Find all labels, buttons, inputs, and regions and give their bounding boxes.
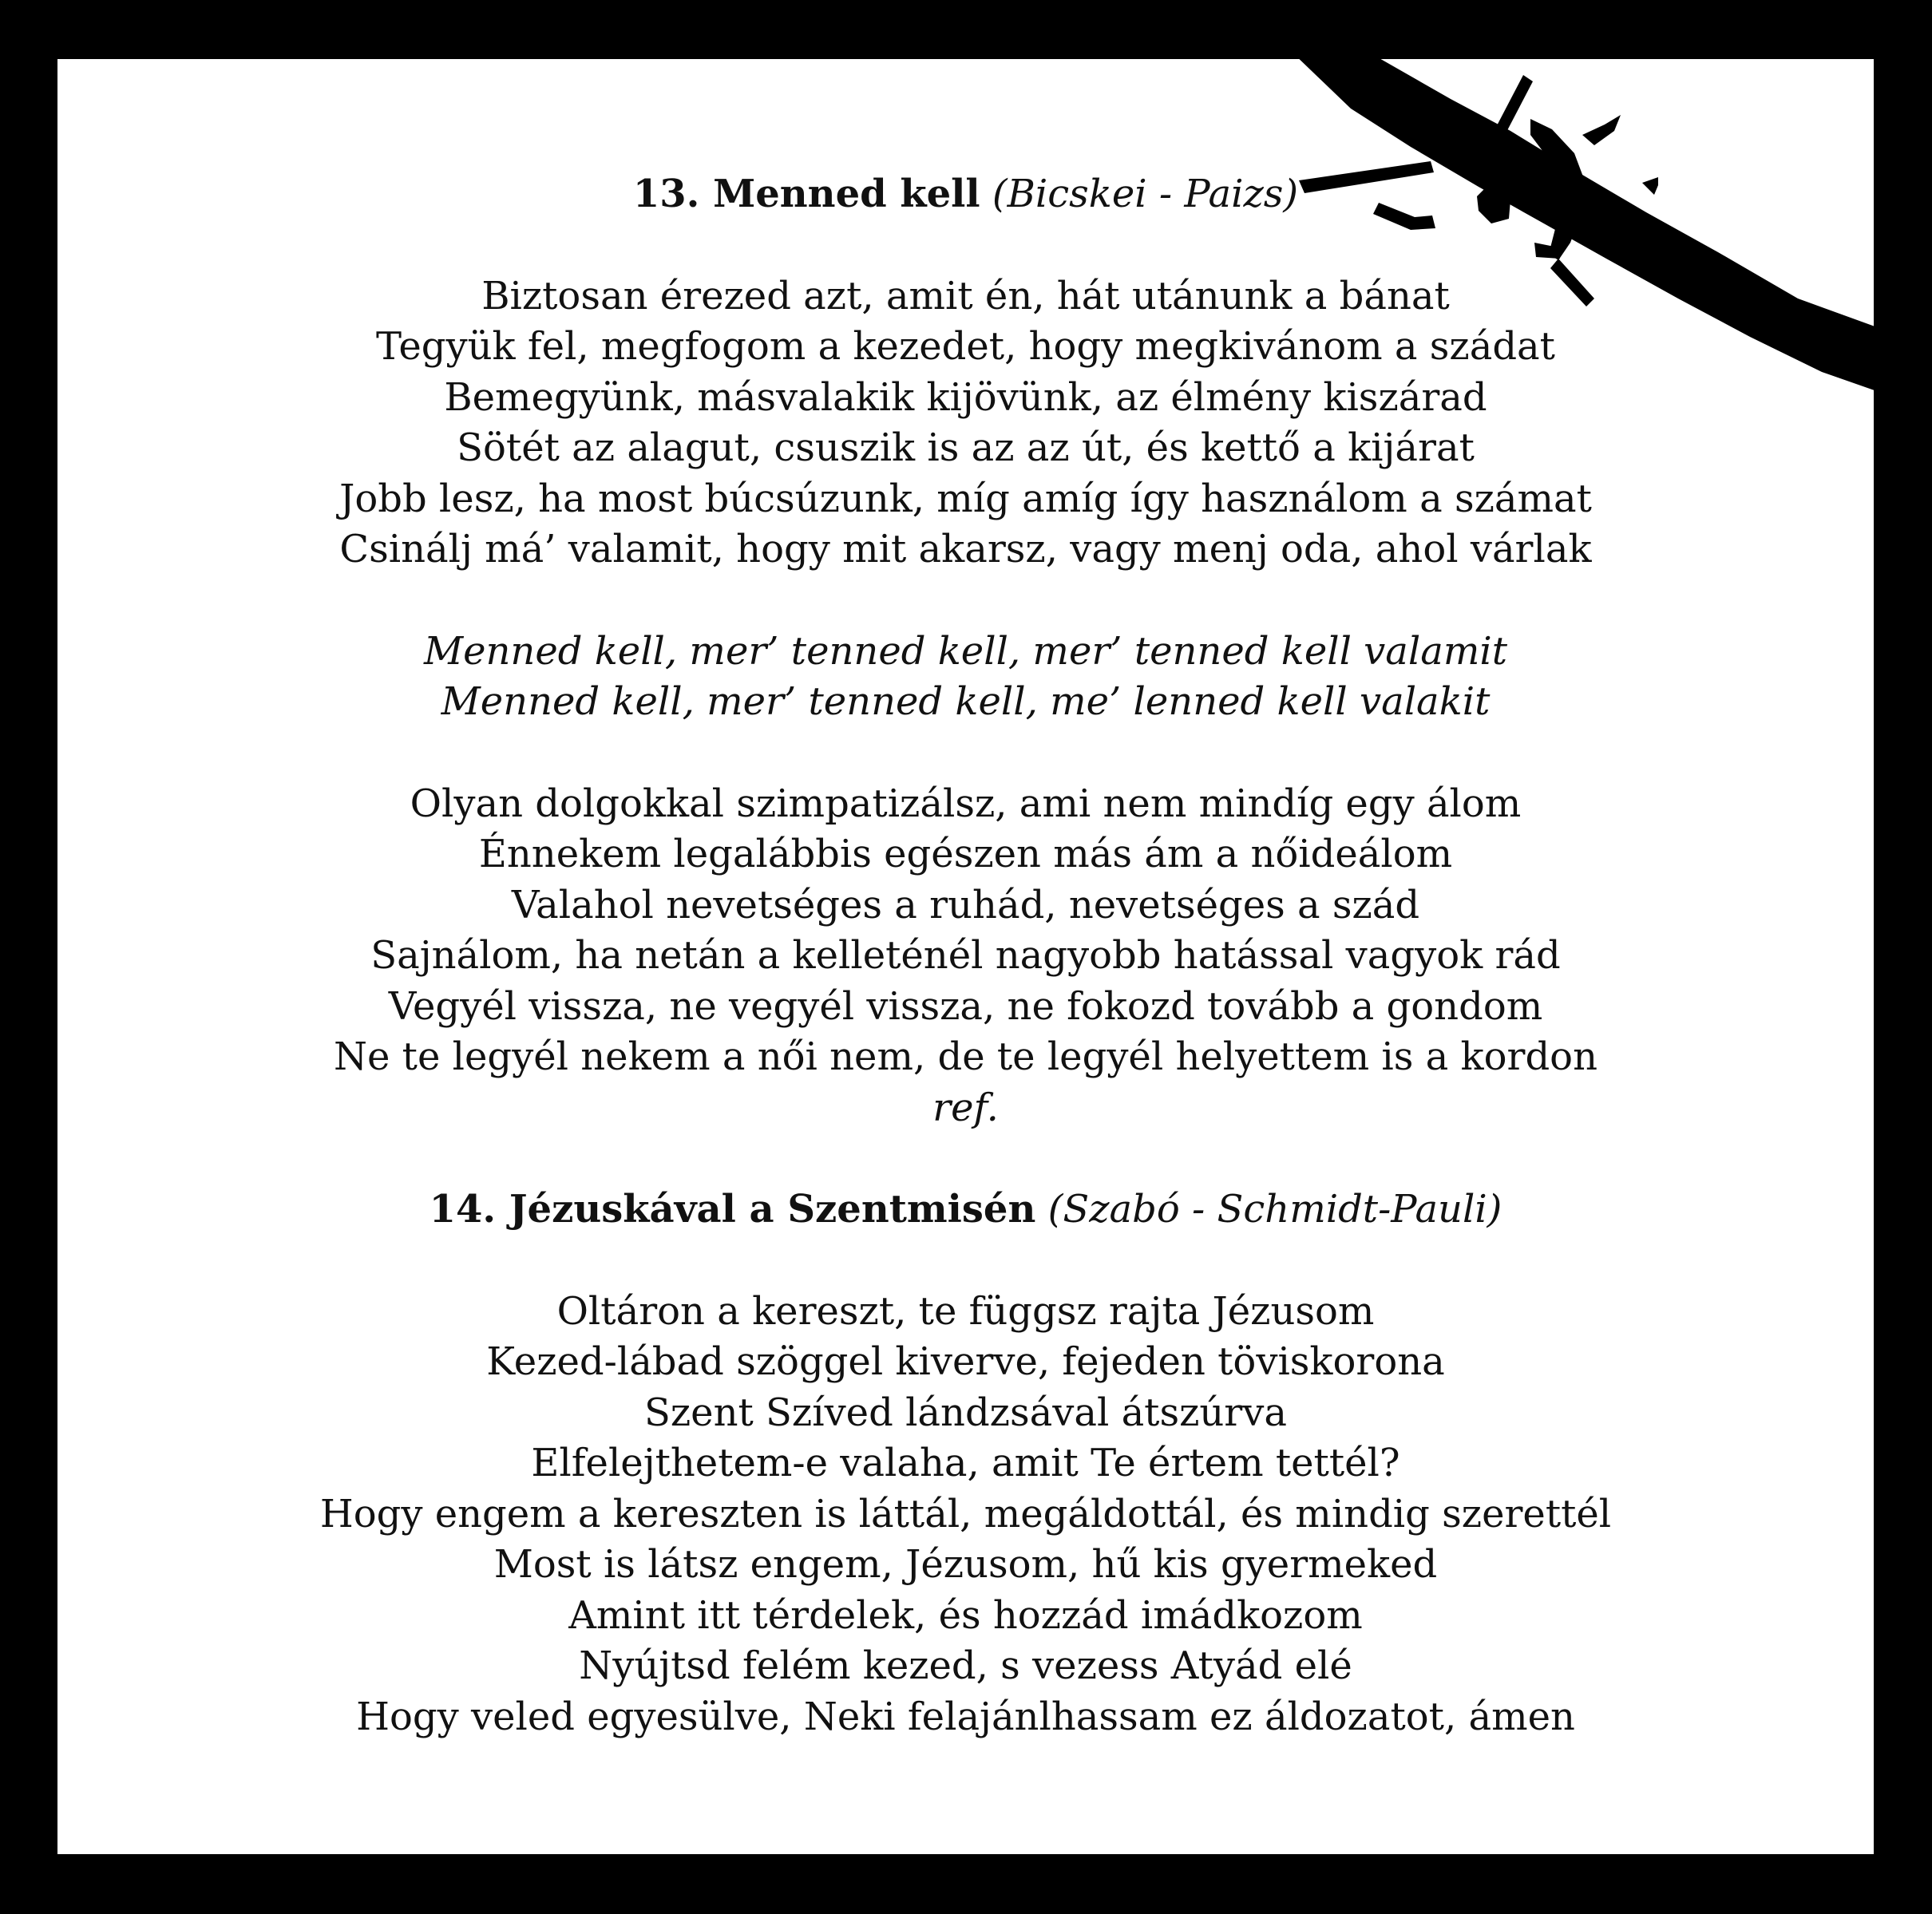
spacer <box>57 575 1874 627</box>
song-13-heading <box>57 169 1874 220</box>
lyric-line: Bemegyünk, másvalakik kijövünk, az élmény kiszárad <box>444 374 1487 420</box>
spacer <box>57 220 1874 271</box>
lyric-line: Valahol nevetséges a ruhád, nevetséges a szád <box>511 882 1420 927</box>
song-title: 14. Jézuskával a Szentmisén <box>429 1187 1036 1232</box>
spacer <box>57 728 1874 779</box>
refrain-line: Menned kell, mer’ tenned kell, mer’ tenned kell valamit <box>423 628 1508 674</box>
lyric-line: Most is látsz engem, Jézusom, hű kis gyermeked <box>493 1542 1438 1587</box>
song-credit: (Szabó - Schmidt-Pauli) <box>1047 1187 1502 1232</box>
lyric-line: Sajnálom, ha netán a kelleténél nagyobb hatással vagyok rád <box>370 933 1561 978</box>
lyric-line: Énnekem legalábbis egészen más ám a nőideálom <box>478 832 1453 876</box>
lyric-line: Biztosan érezed azt, amit én, hát utánunk a bánat <box>481 273 1450 318</box>
lyric-line: Nyújtsd felém kezed, s vezess Atyád elé <box>579 1643 1352 1688</box>
lyrics-content <box>57 169 1874 1742</box>
lyric-line: Jobb lesz, ha most búcsúzunk, míg amíg így használom a számat <box>339 476 1592 521</box>
lyric-line: Tegyük fel, megfogom a kezedet, hogy megkivánom a szádat <box>376 324 1555 369</box>
lyric-line: Hogy veled egyesülve, Neki felajánlhassam ez áldozatot, ámen <box>356 1694 1575 1739</box>
song-title: 13. Menned kell <box>632 172 980 216</box>
lyric-line: Oltáron a kereszt, te függsz rajta Jézusom <box>556 1288 1375 1334</box>
lyric-line: Vegyél vissza, ne vegyél vissza, ne fokozd tovább a gondom <box>388 983 1543 1029</box>
lyric-line: Szent Szíved lándzsával átszúrva <box>644 1390 1287 1435</box>
lyric-line: Csinálj má’ valamit, hogy mit akarsz, vagy menj oda, ahol várlak <box>339 527 1592 571</box>
lyrics-page <box>57 59 1874 1854</box>
lyric-line: Elfelejthetem-e valaha, amit Te értem tettél? <box>531 1441 1400 1485</box>
refrain-marker: ref. <box>932 1085 999 1130</box>
spacer <box>57 1133 1874 1184</box>
lyric-line: Sötét az alagut, csuszik is az az út, és kettő a kijárat <box>457 425 1475 470</box>
refrain-line: Menned kell, mer’ tenned kell, me’ lenned kell valakit <box>441 679 1491 724</box>
lyric-line: Amint itt térdelek, és hozzád imádkozom <box>568 1592 1363 1638</box>
lyric-line: Kezed-lábad szöggel kiverve, fejeden töviskorona <box>486 1339 1445 1384</box>
spacer <box>57 1236 1874 1287</box>
song-credit: (Bicskei - Paizs) <box>992 172 1299 216</box>
lyric-line: Hogy engem a kereszten is láttál, megáldottál, és mindig szerettél <box>319 1491 1612 1536</box>
lyric-line: Ne te legyél nekem a női nem, de te legyél helyettem is a kordon <box>334 1034 1597 1079</box>
lyric-line: Olyan dolgokkal szimpatizálsz, ami nem mindíg egy álom <box>410 781 1522 826</box>
song-14-heading <box>57 1184 1874 1236</box>
